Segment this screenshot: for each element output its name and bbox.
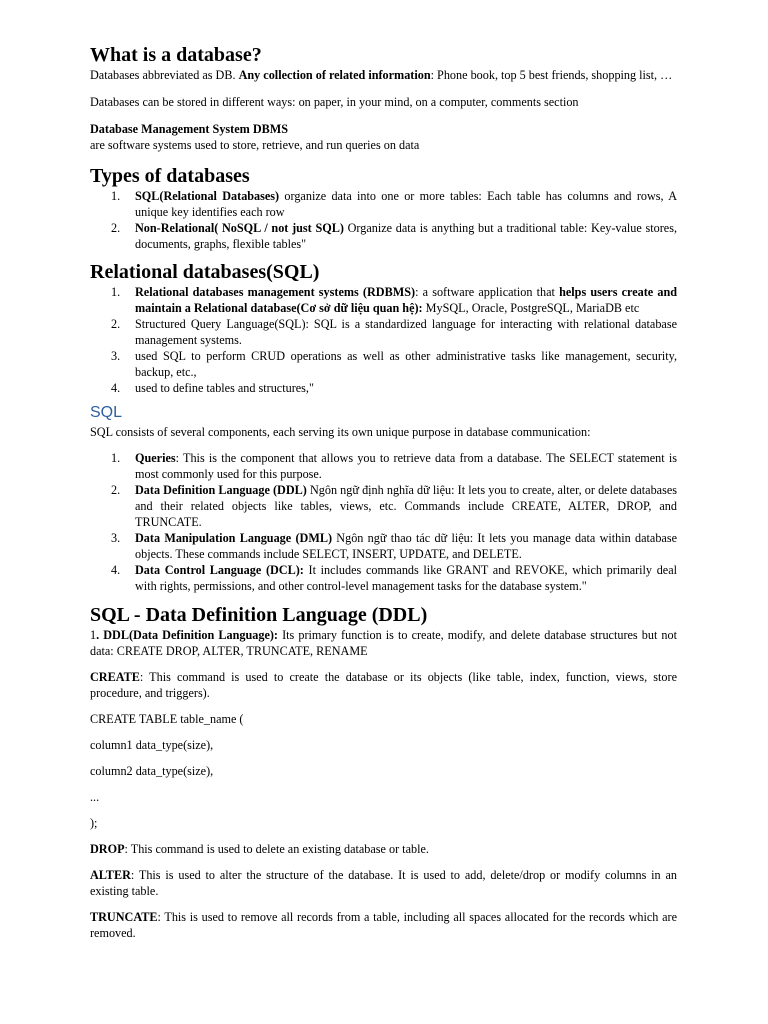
bold-text: CREATE xyxy=(90,670,140,684)
list-item xyxy=(90,380,677,396)
paragraph-drop xyxy=(90,841,677,857)
paragraph-db-definition xyxy=(90,67,677,83)
heading-relational-databases: Relational databases(SQL) xyxy=(90,261,320,283)
list-number: 2. xyxy=(111,221,121,235)
paragraph-alter xyxy=(90,867,677,899)
bold-text: Data Control Language (DCL): xyxy=(135,563,304,577)
text-run: MySQL, Oracle, PostgreSQL, MariaDB etc xyxy=(422,301,640,315)
bold-text: Non-Relational( NoSQL / not just SQL) xyxy=(135,221,344,235)
list-relational-databases xyxy=(90,284,677,396)
bold-text: Data Definition Language (DDL) xyxy=(135,483,307,497)
paragraph-truncate xyxy=(90,909,677,941)
text-run: used SQL to perform CRUD operations as well as other administrative tasks like management, security, backup, etc., xyxy=(135,349,677,379)
text-run: Ngôn ngữ định nghĩa dữ liệu: It lets you to create, alter, or delete databases and their related objects like tables, views, etc. Commands include CREATE, ALTER, DROP, and TRUNCATE. xyxy=(135,483,677,529)
heading-sql: SQL xyxy=(90,404,123,421)
list-number: 2. xyxy=(111,317,121,331)
code-line-3: column2 data_type(size), xyxy=(90,764,214,778)
bold-text: DROP xyxy=(90,842,125,856)
list-item xyxy=(90,530,677,562)
text-run: : This command is used to delete an existing database or table. xyxy=(124,842,429,856)
paragraph-sql-intro: SQL consists of several components, each serving its own unique purpose in database communication: xyxy=(90,425,591,439)
list-item xyxy=(90,220,677,252)
text-run: : This is used to remove all records from a table, including all spaces allocated for the records which are removed. xyxy=(90,910,677,940)
list-number: 1. xyxy=(111,189,121,203)
text-run: Ngôn ngữ thao tác dữ liệu: It lets you manage data within database objects. These commands include SELECT, INSERT, UPDATE, and DELETE. xyxy=(135,531,677,561)
bold-text: ALTER xyxy=(90,868,131,882)
text-run: 1 xyxy=(90,628,97,642)
code-line-5: ); xyxy=(90,816,98,830)
bold-text: . DDL(Data Definition Language): xyxy=(96,628,278,642)
text-run: Structured Query Language(SQL): SQL is a standardized language for interacting with relational database management systems. xyxy=(135,317,677,347)
text-run: : This is used to alter the structure of the database. It is used to add, delete/drop or modify columns in an existing table. xyxy=(90,868,677,898)
bold-text: Relational databases management systems (RDBMS) xyxy=(135,285,416,299)
list-number: 4. xyxy=(111,563,121,577)
text-run: organize data into one or more tables: Each table has columns and rows, A unique key identifies each row xyxy=(135,189,677,219)
code-line-4: ... xyxy=(90,790,100,804)
text-run: Databases abbreviated as DB. xyxy=(90,68,239,82)
dbms-title: Database Management System DBMS xyxy=(90,122,289,136)
list-sql-components xyxy=(90,450,677,594)
bold-text: Any collection of related information xyxy=(238,68,431,82)
list-number: 3. xyxy=(111,531,121,545)
bold-text: TRUNCATE xyxy=(90,910,158,924)
list-number: 3. xyxy=(111,349,121,363)
bold-text: Queries xyxy=(135,451,176,465)
list-item xyxy=(90,316,677,348)
list-item xyxy=(90,348,677,380)
heading-types-of-databases: Types of databases xyxy=(90,165,250,187)
list-item xyxy=(90,450,677,482)
list-item xyxy=(90,284,677,316)
list-item xyxy=(90,188,677,220)
list-item xyxy=(90,562,677,594)
text-run: It includes commands like GRANT and REVOKE, which primarily deal with rights, permissions, and other control-level management tasks for the database system." xyxy=(135,563,677,593)
document-content xyxy=(90,43,677,941)
list-number: 1. xyxy=(111,285,121,299)
text-run: : This command is used to create the database or its objects (like table, index, function, views, store procedure, and triggers). xyxy=(90,670,677,700)
text-run: : a software application that xyxy=(415,285,560,299)
list-number: 2. xyxy=(111,483,121,497)
list-number: 4. xyxy=(111,381,121,395)
text-run: : Phone book, top 5 best friends, shopping list, … xyxy=(430,68,673,82)
bold-text: SQL(Relational Databases) xyxy=(135,189,280,203)
text-run: : This is the component that allows you to retrieve data from a database. The SELECT statement is most commonly used for this purpose. xyxy=(135,451,677,481)
code-line-2: column1 data_type(size), xyxy=(90,738,214,752)
code-line-1: CREATE TABLE table_name ( xyxy=(90,712,244,726)
bold-text: Data Manipulation Language (DML) xyxy=(135,531,333,545)
text-run: Its primary function is to create, modify, and delete database structures but not data: CREATE DROP, ALTER, TRUNCATE, RENAME xyxy=(90,628,677,658)
list-number: 1. xyxy=(111,451,121,465)
list-types-of-databases xyxy=(90,188,677,252)
text-run: used to define tables and structures," xyxy=(135,381,314,395)
heading-sql-ddl: SQL - Data Definition Language (DDL) xyxy=(90,604,428,626)
dbms-text: are software systems used to store, retrieve, and run queries on data xyxy=(90,138,420,152)
paragraph-ddl-intro xyxy=(90,627,677,659)
paragraph-create xyxy=(90,669,677,701)
text-run: Organize data is anything but a traditional table: Key-value stores, documents, graphs, flexible tables" xyxy=(135,221,677,251)
heading-what-is-a-database: What is a database? xyxy=(90,44,262,66)
paragraph-db-storage: Databases can be stored in different ways: on paper, in your mind, on a computer, comments section xyxy=(90,95,579,109)
list-item xyxy=(90,482,677,530)
bold-text: helps users create and maintain a Relational database(Cơ sở dữ liệu quan hệ): xyxy=(135,285,677,315)
